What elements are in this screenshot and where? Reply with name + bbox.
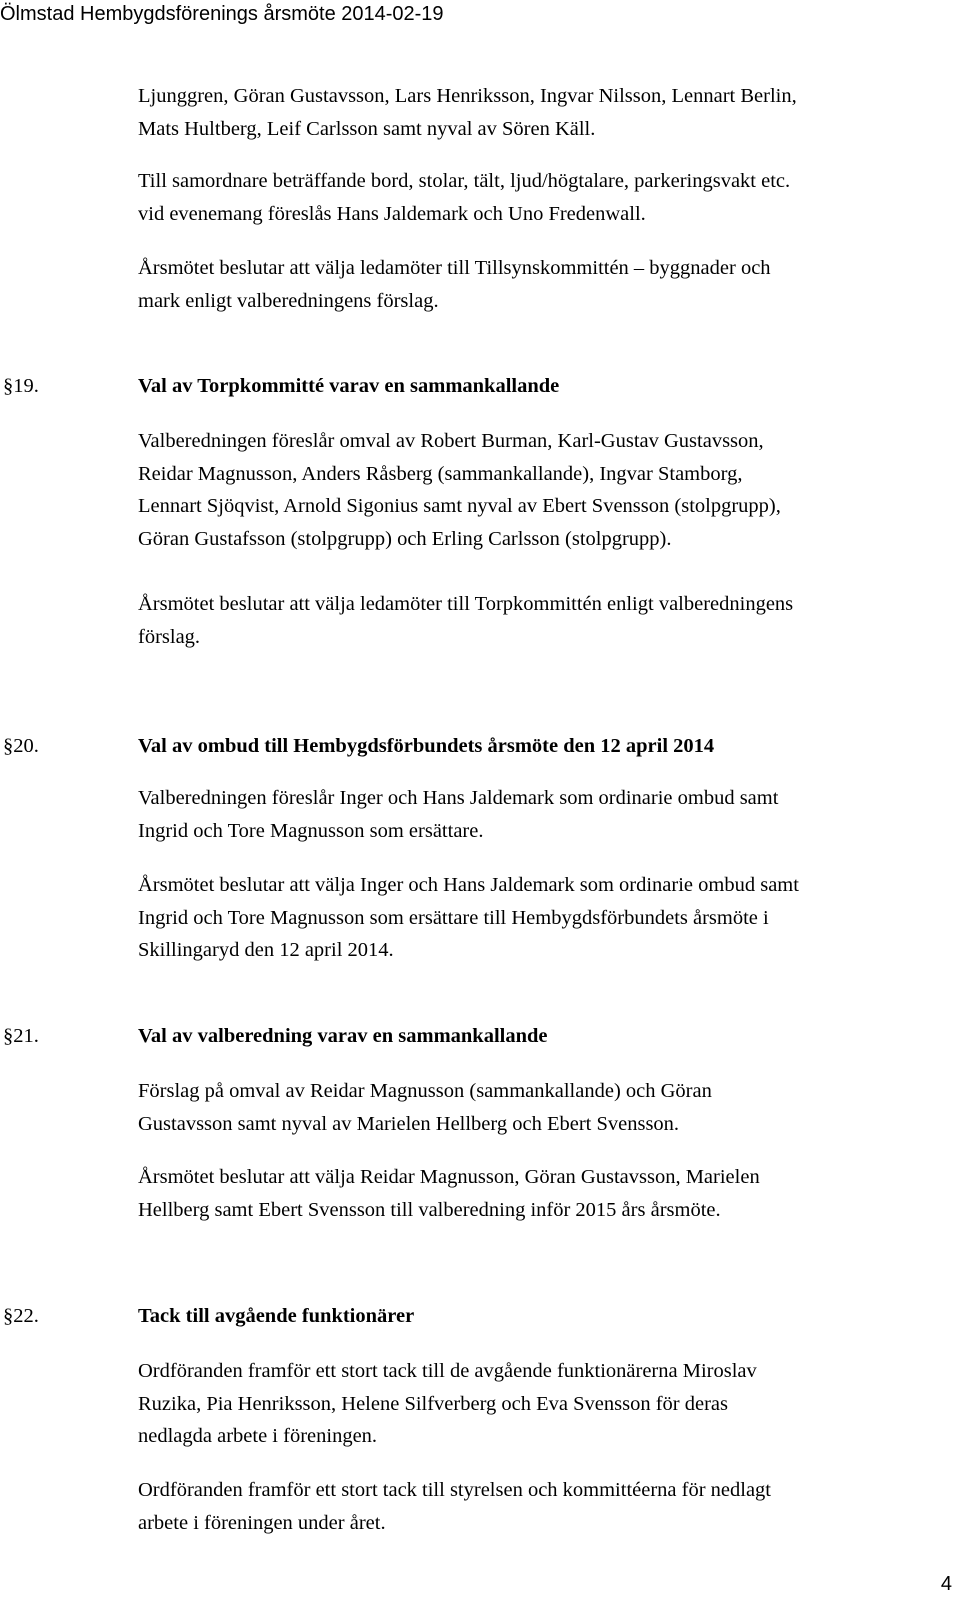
coordinator-paragraph: [138, 165, 958, 230]
text-line: vid evenemang föreslås Hans Jaldemark och Uno Fredenwall.: [138, 202, 646, 225]
names-paragraph: [138, 80, 958, 145]
proposal-paragraph: [138, 1075, 958, 1140]
text-line: Förslag på omval av Reidar Magnusson (sammankallande) och Göran: [138, 1080, 712, 1102]
text-line: Årsmötet beslutar att välja ledamöter till Torpkommittén enligt valberedningens: [138, 593, 794, 615]
proposal-paragraph: [138, 782, 958, 847]
section-heading: Val av Torpkommitté varav en sammankallande: [138, 375, 560, 397]
decision-paragraph: [138, 252, 958, 317]
proposal-paragraph: [138, 425, 958, 555]
decision-paragraph: [138, 1161, 958, 1226]
decision-paragraph: [138, 588, 958, 653]
text-line: Ingrid och Tore Magnusson som ersättare till Hembygdsförbundets årsmöte i: [138, 906, 769, 929]
text-line: Ruzika, Pia Henriksson, Helene Silfverberg och Eva Svensson för deras: [138, 1392, 728, 1415]
page-number: 4: [940, 1573, 952, 1595]
section-heading: Tack till avgående funktionärer: [138, 1305, 415, 1327]
text-line: Skillingaryd den 12 april 2014.: [138, 939, 394, 961]
text-line: Ordföranden framför ett stort tack till de avgående funktionärerna Miroslav: [138, 1360, 757, 1382]
section-heading: Val av valberedning varav en sammankallande: [138, 1025, 548, 1047]
text-line: Göran Gustafsson (stolpgrupp) och Erling Carlsson (stolpgrupp).: [138, 527, 672, 550]
text-line: arbete i föreningen under året.: [138, 1511, 386, 1534]
text-line: Årsmötet beslutar att välja ledamöter till Tillsynskommittén – byggnader och: [138, 257, 771, 279]
text-line: förslag.: [138, 625, 201, 648]
text-line: Ingrid och Tore Magnusson som ersättare.: [138, 819, 484, 842]
text-line: Årsmötet beslutar att välja Inger och Hans Jaldemark som ordinarie ombud samt: [138, 874, 799, 896]
text-line: mark enligt valberedningens förslag.: [138, 289, 439, 312]
text-line: Årsmötet beslutar att välja Reidar Magnusson, Göran Gustavsson, Marielen: [138, 1166, 760, 1188]
section-number: §19.: [3, 375, 39, 397]
text-line: Till samordnare beträffande bord, stolar, tält, ljud/högtalare, parkeringsvakt etc.: [138, 170, 791, 192]
decision-paragraph: [138, 1474, 958, 1539]
decision-paragraph: [138, 869, 958, 967]
text-line: Ljunggren, Göran Gustavsson, Lars Henriksson, Ingvar Nilsson, Lennart Berlin,: [138, 85, 797, 107]
text-line: Lennart Sjöqvist, Arnold Sigonius samt nyval av Ebert Svensson (stolpgrupp),: [138, 495, 781, 517]
text-line: Ordföranden framför ett stort tack till styrelsen och kommittéerna för nedlagt: [138, 1479, 772, 1501]
text-line: Valberedningen föreslår Inger och Hans Jaldemark som ordinarie ombud samt: [138, 787, 779, 809]
section-number: §20.: [3, 735, 39, 757]
proposal-paragraph: [138, 1355, 958, 1453]
section-number: §22.: [3, 1305, 39, 1327]
text-line: Mats Hultberg, Leif Carlsson samt nyval av Sören Käll.: [138, 117, 596, 140]
text-line: Valberedningen föreslår omval av Robert Burman, Karl-Gustav Gustavsson,: [138, 430, 764, 452]
section-number: §21.: [3, 1025, 39, 1047]
text-line: Hellberg samt Ebert Svensson till valberedning inför 2015 års årsmöte.: [138, 1198, 721, 1221]
text-line: Gustavsson samt nyval av Marielen Hellberg och Ebert Svensson.: [138, 1112, 680, 1135]
section-heading: Val av ombud till Hembygdsförbundets årsmöte den 12 april 2014: [138, 735, 715, 757]
text-line: nedlagda arbete i föreningen.: [138, 1425, 378, 1447]
text-line: Reidar Magnusson, Anders Råsberg (sammankallande), Ingvar Stamborg,: [138, 462, 743, 485]
document-header: Ölmstad Hembygdsförenings årsmöte 2014-02-19: [0, 3, 444, 25]
